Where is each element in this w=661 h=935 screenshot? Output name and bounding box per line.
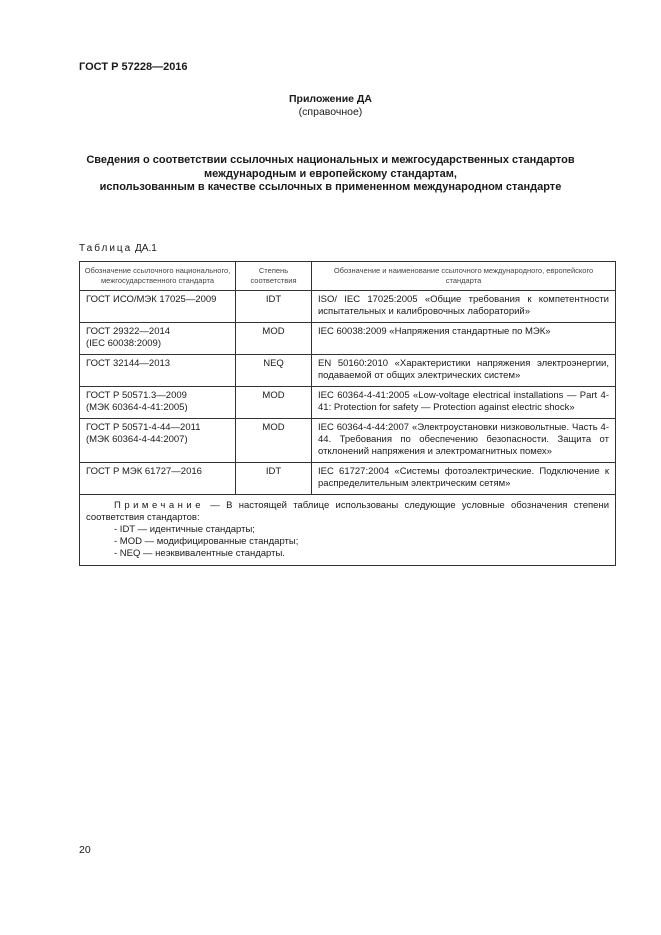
document-id: ГОСТ Р 57228—2016 — [79, 61, 188, 73]
table-note-row — [80, 495, 616, 566]
national-designation: ГОСТ 32144—2013 — [86, 358, 171, 369]
annex-header — [0, 93, 661, 119]
annex-title: Приложение ДА — [289, 93, 372, 105]
national-designation: ГОСТ Р 50571.3—2009 — [86, 390, 187, 401]
note-item: - MOD — модифицированные стандарты; — [114, 536, 299, 547]
note-text: В настоящей таблице использованы следующие условные обозначения степени соответствия стандартов: — [86, 500, 610, 523]
national-equivalent: (IEC 60038:2009) — [86, 338, 161, 349]
note-item: - IDT — идентичные стандарты; — [114, 524, 255, 535]
note-label: Примечание — [114, 500, 204, 511]
cell-international: IEC 60364-4-41:2005 «Low-voltage electrical installations — Part 4-41: Protection for safety — Protection against electric shock» — [312, 387, 616, 419]
heading-line: международным и европейскому стандартам, — [204, 167, 457, 180]
table-row — [80, 355, 616, 387]
national-designation: ГОСТ Р 50571-4-44—2011 — [86, 422, 201, 433]
cell-national — [80, 355, 236, 387]
cell-international: EN 50160:2010 «Характеристики напряжения электроэнергии, подаваемой от общих электрических систем» — [312, 355, 616, 387]
note-paragraph — [86, 500, 609, 524]
annex-subtitle: (справочное) — [298, 106, 363, 118]
table-header-row — [80, 262, 616, 291]
cell-national — [80, 463, 236, 495]
national-equivalent: (МЭК 60364-4-44:2007) — [86, 434, 188, 445]
heading-line: использованным в качестве ссылочных в примененном международном стандарте — [99, 181, 562, 193]
national-designation: ГОСТ Р МЭК 61727—2016 — [86, 466, 202, 477]
table-row — [80, 463, 616, 495]
header-international: Обозначение и наименование ссылочного международного, европейского стандарта — [312, 262, 616, 291]
table-note — [80, 495, 616, 566]
national-equivalent: (МЭК 60364-4-41:2005) — [86, 402, 188, 413]
cell-national — [80, 323, 236, 355]
cell-international: IEC 60364-4-44:2007 «Электроустановки низковольтные. Часть 4-44. Требования по обеспечению безопасности. Защита от отклонений напряжения и электромагнитных помех» — [312, 419, 616, 463]
cell-international: ISO/ IEC 17025:2005 «Общие требования к компетентности испытательных и калибровочных лабораторий» — [312, 291, 616, 323]
cell-national — [80, 387, 236, 419]
national-designation: ГОСТ 29322—2014 — [86, 326, 171, 337]
note-item: - NEQ — неэквивалентные стандарты. — [114, 548, 285, 559]
cell-degree: MOD — [236, 419, 312, 463]
table-caption-number: ДА.1 — [135, 243, 157, 254]
cell-national — [80, 419, 236, 463]
cell-degree: NEQ — [236, 355, 312, 387]
table-row — [80, 387, 616, 419]
heading-line: Сведения о соответствии ссылочных национальных и межгосударственных стандартов — [86, 154, 575, 166]
cell-degree: IDT — [236, 291, 312, 323]
table-caption-label: Таблица — [79, 243, 133, 254]
cell-international: IEC 61727:2004 «Системы фотоэлектрические. Подключение к распределительным электрическим сетям» — [312, 463, 616, 495]
table-row — [80, 419, 616, 463]
note-dash: — — [210, 500, 220, 511]
header-national: Обозначение ссылочного национального, межгосударственного стандарта — [80, 262, 236, 291]
section-heading — [60, 154, 601, 195]
table-row — [80, 323, 616, 355]
cell-degree: MOD — [236, 387, 312, 419]
cell-international: IEC 60038:2009 «Напряжения стандартные по МЭК» — [312, 323, 616, 355]
cell-degree: IDT — [236, 463, 312, 495]
national-designation: ГОСТ ИСО/МЭК 17025—2009 — [86, 294, 217, 305]
correspondence-table — [79, 261, 616, 566]
table-row — [80, 291, 616, 323]
cell-national — [80, 291, 236, 323]
cell-degree: MOD — [236, 323, 312, 355]
header-degree: Степень соответствия — [236, 262, 312, 291]
table-caption — [79, 243, 157, 254]
page-number: 20 — [79, 844, 91, 856]
